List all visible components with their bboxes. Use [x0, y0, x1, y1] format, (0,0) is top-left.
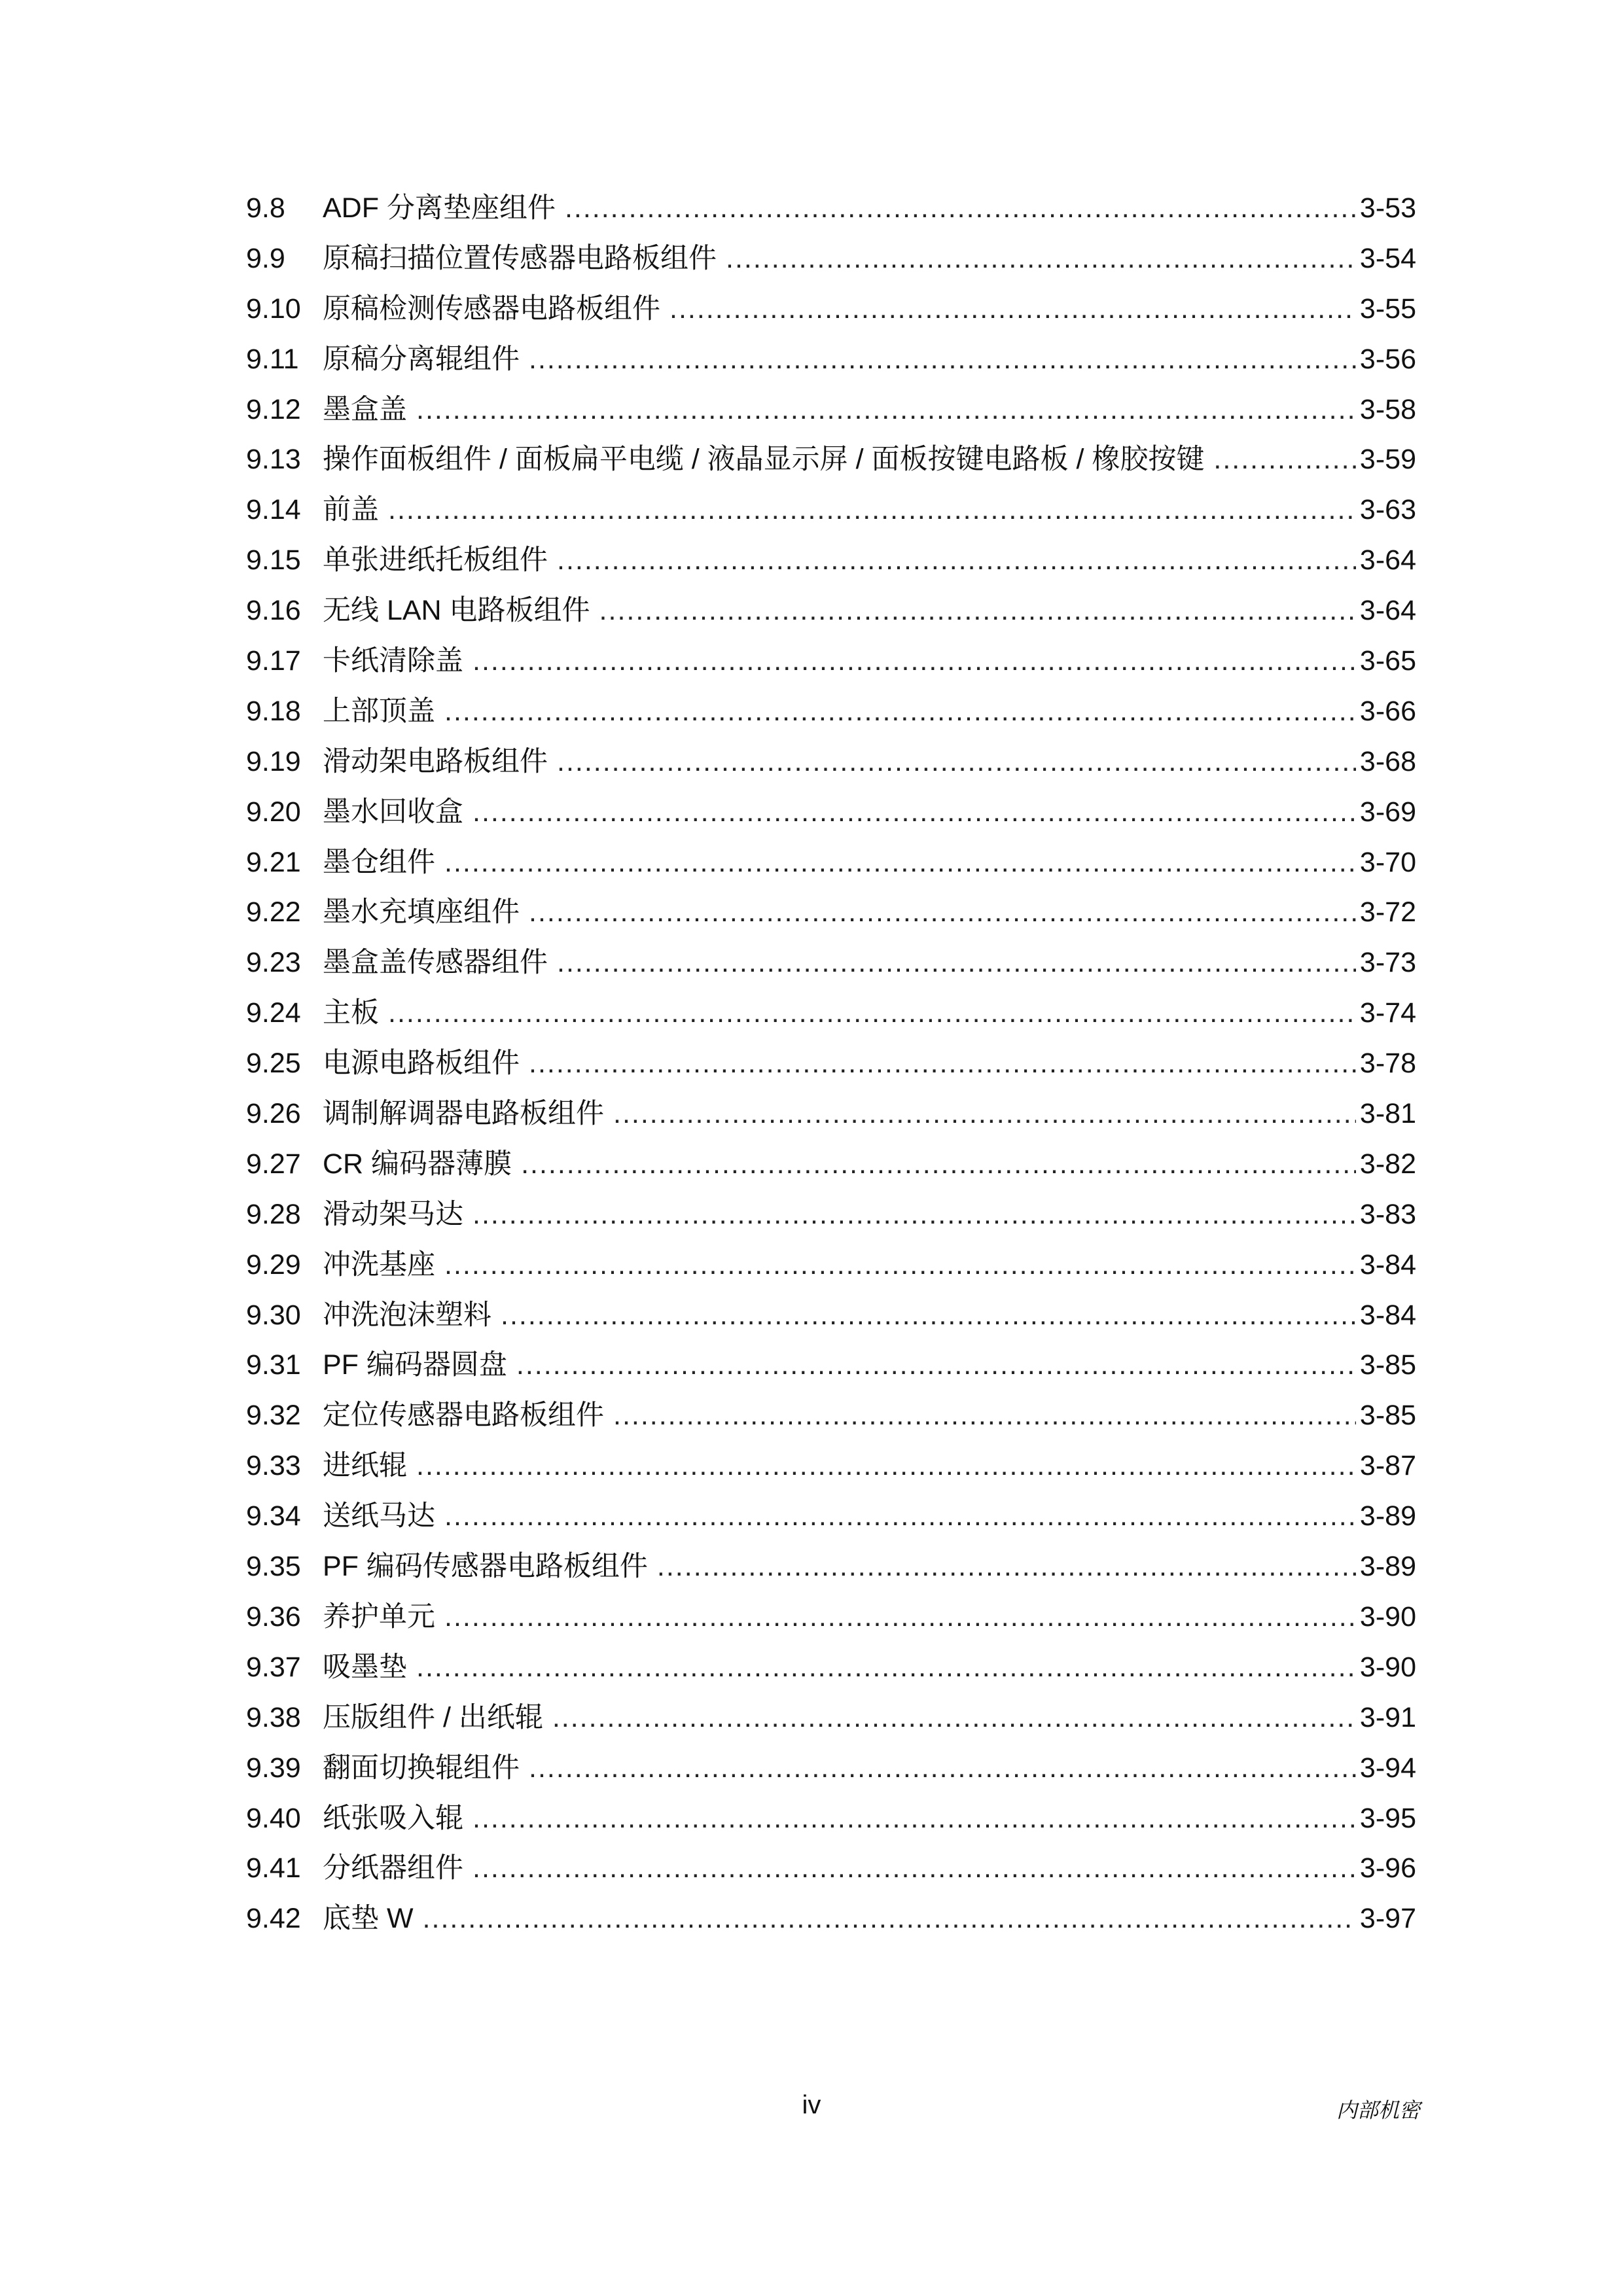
toc-entry-title: 单张进纸托板组件	[323, 544, 548, 576]
toc-entry-page: 3-58	[1359, 393, 1416, 425]
toc-entry[interactable]	[246, 1793, 1416, 1844]
toc-entry[interactable]	[246, 636, 1416, 686]
toc-entry-title: 电源电路板组件	[323, 1048, 520, 1080]
toc-dot-leader	[521, 1139, 1356, 1190]
toc-entry-number: 9.9	[246, 242, 285, 274]
toc-entry-page: 3-97	[1359, 1903, 1416, 1935]
toc-entry-title: 调制解调器电路板组件	[323, 1098, 604, 1130]
toc-entry-page: 3-82	[1359, 1148, 1416, 1180]
toc-entry[interactable]	[246, 1390, 1416, 1441]
toc-entry-number: 9.27	[246, 1148, 301, 1180]
toc-entry-title: 吸墨垫	[323, 1651, 407, 1683]
toc-entry-title: 卡纸清除盖	[323, 645, 463, 677]
toc-entry-page: 3-84	[1359, 1248, 1416, 1280]
toc-entry-title: 养护单元	[323, 1600, 435, 1633]
toc-entry[interactable]	[246, 183, 1416, 234]
toc-entry[interactable]	[246, 1592, 1416, 1642]
toc-dot-leader	[552, 1693, 1356, 1743]
toc-entry-number: 9.28	[246, 1198, 301, 1230]
toc-entry-page: 3-64	[1359, 544, 1416, 576]
toc-dot-leader	[529, 334, 1356, 385]
toc-entry[interactable]	[246, 1542, 1416, 1592]
toc-entry-title: PF 编码传感器电路板组件	[323, 1551, 648, 1583]
toc-entry-number: 9.37	[246, 1651, 301, 1683]
toc-entry[interactable]	[246, 1340, 1416, 1390]
toc-entry[interactable]	[246, 1190, 1416, 1240]
toc-entry[interactable]	[246, 1139, 1416, 1190]
toc-entry[interactable]	[246, 434, 1416, 485]
toc-dot-leader	[613, 1390, 1356, 1441]
toc-entry-title: 原稿分离辊组件	[323, 343, 520, 375]
toc-entry-title: 前盖	[323, 494, 379, 526]
toc-dot-leader	[473, 636, 1356, 686]
toc-entry-page: 3-72	[1359, 896, 1416, 928]
toc-dot-leader	[1213, 434, 1356, 485]
toc-dot-leader	[444, 686, 1356, 737]
toc-entry-title: 冲洗泡沫塑料	[323, 1299, 491, 1331]
toc-entry-number: 9.13	[246, 444, 301, 476]
toc-dot-leader	[388, 988, 1356, 1038]
toc-entry-number: 9.35	[246, 1551, 301, 1583]
toc-dot-leader	[444, 838, 1356, 888]
toc-entry[interactable]	[246, 485, 1416, 535]
toc-entry-title: 压版组件 / 出纸辊	[323, 1701, 543, 1733]
toc-entry-page: 3-94	[1359, 1752, 1416, 1784]
toc-entry-title: 底垫 W	[323, 1903, 414, 1935]
toc-entry[interactable]	[246, 1693, 1416, 1743]
toc-entry-page: 3-59	[1359, 444, 1416, 476]
toc-entry-title: 分纸器组件	[323, 1852, 463, 1884]
toc-entry-title: CR 编码器薄膜	[323, 1148, 512, 1180]
toc-entry[interactable]	[246, 1642, 1416, 1693]
toc-entry-number: 9.11	[246, 343, 299, 375]
toc-entry[interactable]	[246, 234, 1416, 284]
toc-entry-title: 墨水充填座组件	[323, 896, 520, 928]
toc-entry[interactable]	[246, 284, 1416, 334]
toc-entry-page: 3-64	[1359, 595, 1416, 627]
toc-entry[interactable]	[246, 938, 1416, 988]
toc-entry-number: 9.38	[246, 1701, 301, 1733]
toc-entry-page: 3-95	[1359, 1802, 1416, 1834]
toc-dot-leader	[669, 284, 1356, 334]
toc-entry-page: 3-68	[1359, 745, 1416, 777]
toc-entry-number: 9.33	[246, 1450, 301, 1482]
toc-entry-page: 3-85	[1359, 1349, 1416, 1381]
toc-entry-page: 3-63	[1359, 494, 1416, 526]
toc-entry-title: 墨盒盖	[323, 393, 407, 425]
toc-entry-number: 9.8	[246, 192, 285, 224]
toc-entry-page: 3-78	[1359, 1048, 1416, 1080]
toc-dot-leader	[444, 1592, 1356, 1642]
toc-entry-page: 3-70	[1359, 846, 1416, 878]
toc-entry[interactable]	[246, 787, 1416, 838]
toc-entry-title: 原稿检测传感器电路板组件	[323, 292, 660, 325]
toc-entry-number: 9.34	[246, 1500, 301, 1532]
toc-entry-number: 9.19	[246, 745, 301, 777]
toc-dot-leader	[557, 938, 1356, 988]
toc-entry-title: 滑动架电路板组件	[323, 745, 548, 777]
toc-entry[interactable]	[246, 1743, 1416, 1793]
toc-entry-number: 9.10	[246, 292, 301, 325]
toc-entry[interactable]	[246, 1894, 1416, 1944]
toc-dot-leader	[473, 1190, 1356, 1240]
toc-entry[interactable]	[246, 1240, 1416, 1290]
toc-entry-page: 3-90	[1359, 1600, 1416, 1633]
toc-entry[interactable]	[246, 535, 1416, 586]
toc-dot-leader	[423, 1894, 1356, 1944]
table-of-contents	[246, 183, 1416, 1944]
toc-entry-number: 9.17	[246, 645, 301, 677]
toc-entry-page: 3-55	[1359, 292, 1416, 325]
toc-entry-title: 墨水回收盒	[323, 796, 463, 828]
toc-dot-leader	[599, 586, 1356, 636]
toc-entry-number: 9.18	[246, 695, 301, 727]
toc-entry-number: 9.42	[246, 1903, 301, 1935]
toc-entry-number: 9.25	[246, 1048, 301, 1080]
toc-entry-title: 定位传感器电路板组件	[323, 1400, 604, 1432]
toc-dot-leader	[501, 1290, 1356, 1341]
toc-entry-number: 9.23	[246, 947, 301, 979]
toc-entry-title: 操作面板组件 / 面板扁平电缆 / 液晶显示屏 / 面板按键电路板 / 橡胶按键	[323, 444, 1205, 476]
toc-entry-title: 滑动架马达	[323, 1198, 463, 1230]
toc-dot-leader	[516, 1340, 1356, 1390]
toc-entry-page: 3-69	[1359, 796, 1416, 828]
toc-entry[interactable]	[246, 737, 1416, 787]
toc-entry-title: 翻面切换辊组件	[323, 1752, 520, 1784]
toc-dot-leader	[444, 1240, 1356, 1290]
toc-entry-page: 3-90	[1359, 1651, 1416, 1683]
toc-entry[interactable]	[246, 838, 1416, 888]
toc-entry[interactable]	[246, 1441, 1416, 1491]
toc-entry-page: 3-85	[1359, 1400, 1416, 1432]
toc-entry[interactable]	[246, 887, 1416, 938]
toc-entry[interactable]	[246, 1843, 1416, 1894]
toc-entry[interactable]	[246, 1089, 1416, 1139]
toc-entry-number: 9.40	[246, 1802, 301, 1834]
toc-entry-number: 9.24	[246, 997, 301, 1029]
toc-entry-page: 3-66	[1359, 695, 1416, 727]
toc-entry[interactable]	[246, 1038, 1416, 1089]
toc-entry-page: 3-81	[1359, 1098, 1416, 1130]
toc-entry-number: 9.21	[246, 846, 301, 878]
toc-entry[interactable]	[246, 334, 1416, 385]
toc-entry-title: 冲洗基座	[323, 1248, 435, 1280]
toc-entry-number: 9.41	[246, 1852, 301, 1884]
toc-entry-title: 上部顶盖	[323, 695, 435, 727]
toc-dot-leader	[529, 1743, 1356, 1793]
toc-entry-title: ADF 分离垫座组件	[323, 192, 556, 224]
toc-entry-title: 主板	[323, 997, 379, 1029]
toc-dot-leader	[613, 1089, 1356, 1139]
toc-dot-leader	[529, 1038, 1356, 1089]
toc-entry-number: 9.12	[246, 393, 301, 425]
toc-dot-leader	[473, 1843, 1356, 1894]
toc-entry-page: 3-84	[1359, 1299, 1416, 1331]
toc-entry-number: 9.14	[246, 494, 301, 526]
toc-entry-number: 9.22	[246, 896, 301, 928]
toc-dot-leader	[657, 1542, 1356, 1592]
toc-entry[interactable]	[246, 686, 1416, 737]
toc-dot-leader	[416, 1441, 1356, 1491]
confidential-label: 内部机密	[1336, 2098, 1420, 2122]
toc-dot-leader	[444, 1491, 1356, 1542]
toc-dot-leader	[565, 183, 1356, 234]
toc-dot-leader	[473, 1793, 1356, 1844]
toc-entry-title: PF 编码器圆盘	[323, 1349, 507, 1381]
toc-entry-page: 3-89	[1359, 1500, 1416, 1532]
toc-dot-leader	[416, 385, 1356, 435]
toc-entry-title: 送纸马达	[323, 1500, 435, 1532]
toc-entry-number: 9.29	[246, 1248, 301, 1280]
toc-entry-title: 进纸辊	[323, 1450, 407, 1482]
toc-entry-number: 9.15	[246, 544, 301, 576]
toc-entry-number: 9.31	[246, 1349, 301, 1381]
toc-entry[interactable]	[246, 988, 1416, 1038]
toc-dot-leader	[416, 1642, 1356, 1693]
toc-entry-page: 3-74	[1359, 997, 1416, 1029]
toc-entry-number: 9.36	[246, 1600, 301, 1633]
toc-entry-page: 3-89	[1359, 1551, 1416, 1583]
toc-entry-number: 9.16	[246, 595, 301, 627]
toc-entry-title: 无线 LAN 电路板组件	[323, 595, 590, 627]
toc-entry-page: 3-65	[1359, 645, 1416, 677]
toc-entry-page: 3-53	[1359, 192, 1416, 224]
toc-entry[interactable]	[246, 1290, 1416, 1341]
toc-entry-page: 3-54	[1359, 242, 1416, 274]
toc-entry-title: 墨盒盖传感器组件	[323, 947, 548, 979]
toc-entry[interactable]	[246, 586, 1416, 636]
toc-entry-number: 9.32	[246, 1400, 301, 1432]
toc-entry[interactable]	[246, 1491, 1416, 1542]
toc-entry-number: 9.20	[246, 796, 301, 828]
toc-entry-page: 3-56	[1359, 343, 1416, 375]
toc-entry[interactable]	[246, 385, 1416, 435]
toc-entry-page: 3-87	[1359, 1450, 1416, 1482]
page-number: iv	[802, 2091, 821, 2119]
toc-entry-page: 3-91	[1359, 1701, 1416, 1733]
toc-entry-title: 纸张吸入辊	[323, 1802, 463, 1834]
toc-entry-page: 3-96	[1359, 1852, 1416, 1884]
toc-entry-page: 3-83	[1359, 1198, 1416, 1230]
toc-entry-title: 墨仓组件	[323, 846, 435, 878]
toc-dot-leader	[557, 737, 1356, 787]
toc-entry-title: 原稿扫描位置传感器电路板组件	[323, 242, 717, 274]
toc-dot-leader	[726, 234, 1356, 284]
toc-entry-number: 9.39	[246, 1752, 301, 1784]
toc-entry-number: 9.26	[246, 1098, 301, 1130]
toc-dot-leader	[557, 535, 1356, 586]
toc-entry-number: 9.30	[246, 1299, 301, 1331]
toc-dot-leader	[473, 787, 1356, 838]
toc-dot-leader	[529, 887, 1356, 938]
toc-entry-page: 3-73	[1359, 947, 1416, 979]
toc-dot-leader	[388, 485, 1356, 535]
